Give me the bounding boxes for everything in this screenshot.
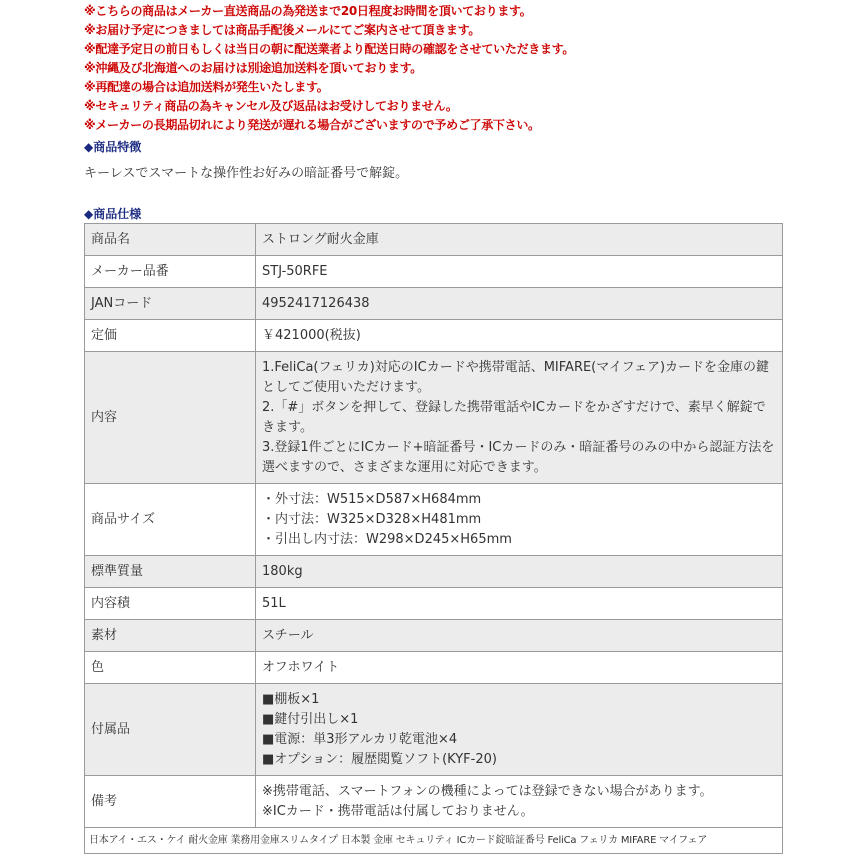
spec-value: [256, 556, 783, 588]
features-heading: ◆商品特徴: [84, 140, 142, 154]
spec-value-line: STJ-50RFE: [262, 263, 328, 279]
spec-value-line: ■電源：単3形アルカリ乾電池×4: [262, 731, 458, 747]
notice-line: ※セキュリティ商品の為キャンセル及び返品はお受けしておりません。: [84, 99, 458, 113]
spec-row-jan-code: [85, 288, 783, 320]
spec-label: 内容: [85, 352, 256, 484]
spec-value-line: スチール: [262, 627, 314, 643]
spec-row-description: [85, 352, 783, 484]
spec-label: 商品名: [85, 224, 256, 256]
spec-value-line: 3.登録1件ごとにICカード+暗証番号・ICカードのみ・暗証番号のみの中から認証方法を: [262, 439, 775, 455]
spec-value-line: ■オプション：履歴閲覧ソフト(KYF-20): [262, 751, 497, 767]
keywords-text: 日本アイ・エス・ケイ 耐火金庫 業務用金庫スリムタイプ 日本製 金庫 セキュリティ ICカード錠暗証番号 FeliCa フェリカ MIFARE マイフェア: [85, 828, 783, 854]
spec-value-line: ・外寸法：W515×D587×H684mm: [262, 491, 482, 507]
spec-value: [256, 484, 783, 556]
spec-row-remarks: [85, 776, 783, 828]
notice-line: ※再配達の場合は追加送料が発生いたします。: [84, 80, 329, 94]
spec-row-size: [85, 484, 783, 556]
spec-row-weight: [85, 556, 783, 588]
spec-label: 標準質量: [85, 556, 256, 588]
spec-value-line: ・内寸法：W325×D328×H481mm: [262, 511, 482, 527]
spec-row-material: [85, 620, 783, 652]
keywords-row: [85, 828, 783, 854]
spec-row-model-number: [85, 256, 783, 288]
spec-label: JANコード: [85, 288, 256, 320]
specs-heading: ◆商品仕様: [84, 207, 142, 221]
notice-line: ※配達予定日の前日もしくは当日の朝に配送業者より配送日時の確認をさせていただきます。: [84, 42, 575, 56]
spec-value-line: 選べますので、さまざまな運用に対応できます。: [262, 459, 547, 475]
spec-row-color: [85, 652, 783, 684]
spec-value-line: ※携帯電話、スマートフォンの機種によっては登録できない場合があります。: [262, 783, 713, 799]
spec-value: [256, 352, 783, 484]
spec-value: [256, 776, 783, 828]
spec-value-line: ￥421000(税抜): [262, 327, 361, 343]
spec-value-line: きます。: [262, 419, 313, 435]
notice-line: ※お届け予定につきましては商品手配後メールにてご案内させて頂きます。: [84, 23, 481, 37]
spec-value: [256, 224, 783, 256]
notice-line: ※メーカーの長期品切れにより発送が遅れる場合がございますので予めご了承下さい。: [84, 118, 540, 132]
spec-value-line: ストロング耐火金庫: [262, 231, 379, 247]
spec-label: 定価: [85, 320, 256, 352]
spec-label: メーカー品番: [85, 256, 256, 288]
features-text: キーレスでスマートな操作性お好みの暗証番号で解錠。: [84, 166, 409, 181]
spec-label: 備考: [85, 776, 256, 828]
spec-value: [256, 288, 783, 320]
spec-row-product-name: [85, 224, 783, 256]
spec-value-line: 180kg: [262, 563, 303, 579]
spec-value-line: 1.FeliCa(フェリカ)対応のICカードや携帯電話、MIFARE(マイフェア)カードを金庫の鍵: [262, 359, 770, 375]
spec-label: 商品サイズ: [85, 484, 256, 556]
spec-label: 素材: [85, 620, 256, 652]
notice-line: ※こちらの商品はメーカー直送商品の為発送まで20日程度お時間を頂いております。: [84, 4, 532, 18]
spec-value: [256, 320, 783, 352]
spec-value: [256, 256, 783, 288]
spec-value-line: ■棚板×1: [262, 691, 320, 707]
spec-value-line: ・引出し内寸法：W298×D245×H65mm: [262, 531, 512, 547]
spec-label: 内容積: [85, 588, 256, 620]
shipping-notices: [84, 2, 574, 135]
spec-value: [256, 684, 783, 776]
spec-label: 付属品: [85, 684, 256, 776]
spec-value-line: ※ICカード・携帯電話は付属しておりません。: [262, 803, 534, 819]
spec-table: [84, 223, 783, 854]
spec-value-line: ■鍵付引出し×1: [262, 711, 359, 727]
spec-value: [256, 588, 783, 620]
spec-value: [256, 620, 783, 652]
spec-value-line: オフホワイト: [262, 659, 340, 675]
spec-label: 色: [85, 652, 256, 684]
spec-value-line: 4952417126438: [262, 295, 370, 311]
spec-row-list-price: [85, 320, 783, 352]
spec-value-line: としてご使用いただけます。: [262, 379, 430, 395]
spec-value-line: 2.「#」ボタンを押して、登録した携帯電話やICカードをかざすだけで、素早く解錠で: [262, 399, 766, 415]
spec-row-accessories: [85, 684, 783, 776]
spec-row-capacity: [85, 588, 783, 620]
spec-value-line: 51L: [262, 595, 286, 611]
notice-line: ※沖縄及び北海道へのお届けは別途追加送料を頂いております。: [84, 61, 423, 75]
spec-value: [256, 652, 783, 684]
